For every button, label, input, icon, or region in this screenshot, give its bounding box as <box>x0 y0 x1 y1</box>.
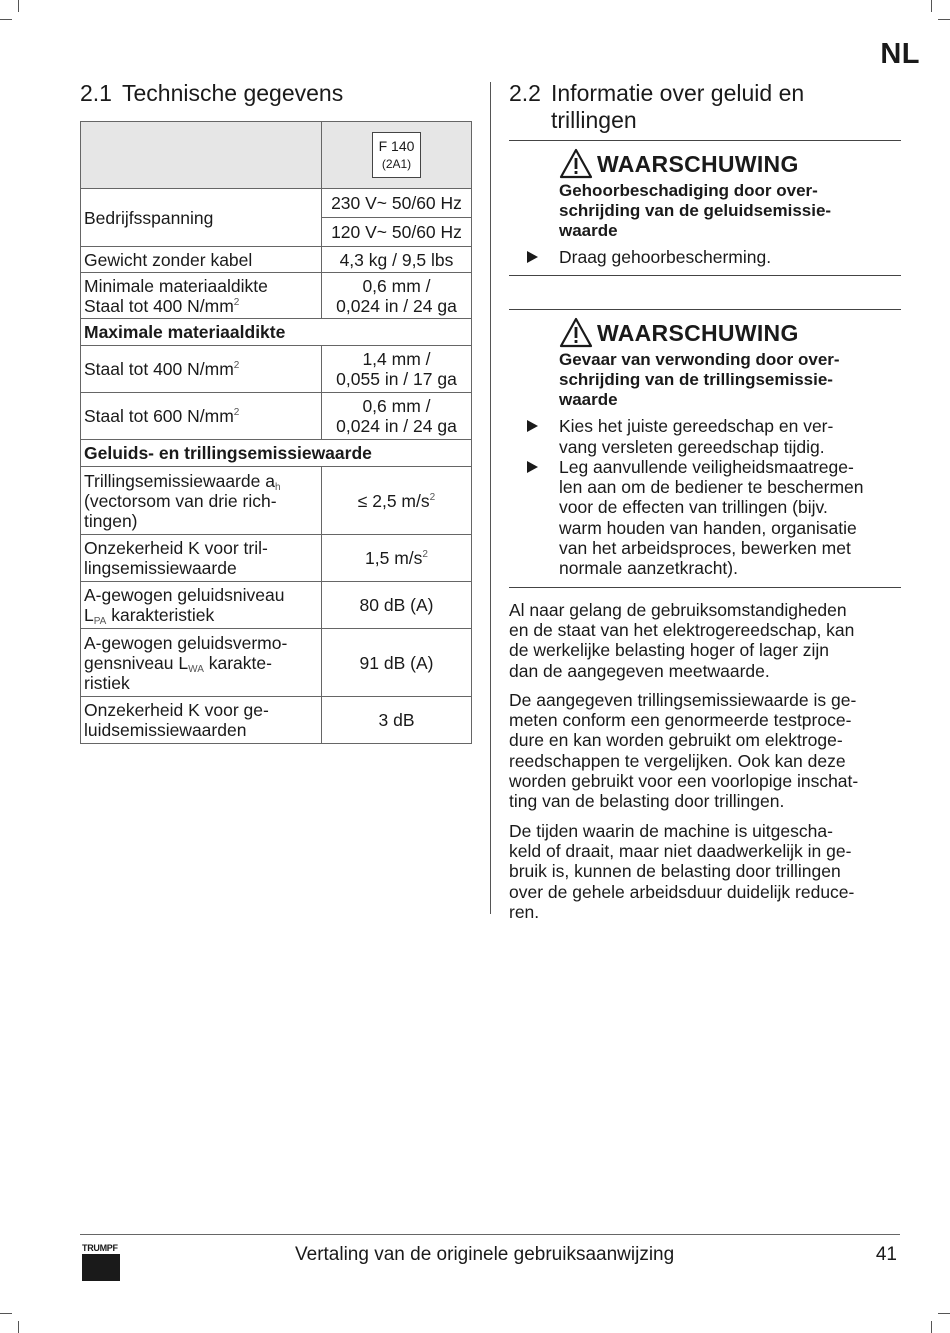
supply-values <box>322 189 472 247</box>
table-header-model <box>322 122 472 189</box>
page-number: 41 <box>875 1244 897 1265</box>
language-tab: NL <box>880 38 920 70</box>
table-header-row <box>81 122 472 189</box>
max600-value-line: 0,024 in / 24 ga <box>336 416 457 436</box>
max400-value <box>322 346 472 393</box>
uncertainty-vibration-value-text: 1,5 m/s <box>365 548 423 568</box>
table-section-row <box>81 319 472 346</box>
crop-mark <box>938 19 950 20</box>
warning-subtitle-line: waarde <box>559 390 618 410</box>
uncertainty-sound-label <box>81 697 322 744</box>
warning-instructions <box>509 247 901 267</box>
section-heading-technical-data <box>80 80 472 107</box>
paragraph-line: keld of draait, maar niet daadwerkelijk in ge- <box>509 840 852 861</box>
vibration-label <box>81 467 322 535</box>
paragraph-line: Al naar gelang de gebruiksomstandigheden <box>509 599 847 620</box>
subscript: PA <box>93 616 107 627</box>
vibration-value <box>322 467 472 535</box>
model-box <box>372 132 422 178</box>
min-thickness-value <box>322 273 472 319</box>
max600-value <box>322 393 472 440</box>
paragraph-line: de werkelijke belasting hoger of lager zijn <box>509 640 830 661</box>
column-divider <box>490 82 491 914</box>
footer-rule <box>80 1234 900 1235</box>
crop-mark <box>0 1313 12 1314</box>
warning-vibration <box>509 309 901 587</box>
supply-value: 120 V~ 50/60 Hz <box>322 217 471 246</box>
lpa-label-line: A-gewogen geluidsniveau <box>84 585 285 605</box>
superscript: 2 <box>422 549 428 560</box>
lwa-label-text: karakte- <box>203 652 272 673</box>
max400-value-line: 0,055 in / 17 ga <box>336 369 457 389</box>
max400-label-text: Staal tot 400 N/mm <box>84 359 234 379</box>
table-row <box>81 697 472 744</box>
paragraph-line: bruik is, kunnen de belasting door trillingen <box>509 861 841 882</box>
uncertainty-vibration-label-line: lingsemissiewaarde <box>84 558 237 578</box>
supply-value: 230 V~ 50/60 Hz <box>331 193 462 213</box>
crop-mark <box>18 1321 19 1333</box>
lpa-value: 80 dB (A) <box>322 582 472 629</box>
logo-block <box>82 1254 120 1281</box>
lwa-label-text: gensniveau L <box>84 652 189 673</box>
paragraph-line: ren. <box>509 901 540 922</box>
table-row <box>81 189 472 247</box>
paragraph-line: ting van de belasting door trillingen. <box>509 791 785 812</box>
technical-data-table <box>80 121 472 744</box>
vibration-value-text: ≤ 2,5 m/s <box>357 490 430 511</box>
subscript: h <box>274 481 281 493</box>
lpa-label-line <box>84 605 318 625</box>
paragraph <box>509 821 901 922</box>
vibration-label-text: Trillingsemissiewaarde a <box>84 470 275 491</box>
model-name: F 140 <box>378 138 415 154</box>
list-item-line: vang versleten gereedschap tijdig. <box>559 436 825 457</box>
section-title: Technische gegevens <box>122 80 344 106</box>
uncertainty-sound-value: 3 dB <box>322 697 472 744</box>
paragraph-line: De aangegeven trillingsemissiewaarde is ge- <box>509 689 857 710</box>
weight-value: 4,3 kg / 9,5 lbs <box>322 247 472 273</box>
logo-wordmark: TRUMPF <box>82 1243 118 1253</box>
bullet-arrow-icon <box>527 251 538 263</box>
list-item <box>509 416 901 457</box>
paragraph-line: dan de aangegeven meetwaarde. <box>509 660 770 681</box>
vibration-label-line: tingen) <box>84 510 138 531</box>
paragraph-line: dure en kan worden gebruikt om elektroge- <box>509 730 843 751</box>
bullet-arrow-icon <box>527 420 538 432</box>
crop-mark <box>931 1321 932 1333</box>
section-heading-noise-vibration <box>509 80 901 134</box>
superscript: 2 <box>233 296 240 308</box>
max600-label <box>81 393 322 440</box>
paragraph-line: De tijden waarin de machine is uitgescha- <box>509 820 833 841</box>
list-item-line: van het arbeidsproces, bewerken met <box>559 538 851 559</box>
min-thickness-label-line: Minimale materiaaldikte <box>84 275 268 296</box>
max600-label-text: Staal tot 600 N/mm <box>84 406 234 426</box>
warning-subtitle <box>559 181 901 241</box>
list-item-line: normale aanzetkracht). <box>559 558 738 579</box>
noise-vibration-section <box>509 80 901 931</box>
superscript: 2 <box>233 407 240 418</box>
warning-title <box>559 316 901 350</box>
warning-word: WAARSCHUWING <box>597 150 799 177</box>
section-number: 2.1 <box>80 80 112 106</box>
vibration-label-line <box>84 471 318 491</box>
warning-subtitle-line: Gevaar van verwonding door over- <box>559 350 840 370</box>
warning-instructions <box>509 416 901 578</box>
table-header-empty <box>81 122 322 189</box>
lwa-label-line <box>84 653 318 673</box>
supply-label: Bedrijfsspanning <box>81 189 322 247</box>
warning-subtitle-line: Gehoorbeschadiging door over- <box>559 181 818 200</box>
technical-data-section <box>80 80 472 744</box>
table-row <box>81 629 472 697</box>
uncertainty-vibration-label <box>81 535 322 582</box>
min-thickness-value-line: 0,024 in / 24 ga <box>336 295 457 316</box>
max600-value-line: 0,6 mm / <box>362 396 431 416</box>
body-text <box>509 600 901 922</box>
superscript: 2 <box>233 360 240 371</box>
list-item-line: Kies het juiste gereedschap en ver- <box>559 416 834 437</box>
warning-subtitle-line: waarde <box>559 221 618 240</box>
warning-subtitle-line: schrijding van de trillingsemissie- <box>559 370 833 390</box>
subscript: WA <box>188 663 204 675</box>
paragraph-line: worden gebruikt voor een voorlopige inschat- <box>509 771 859 792</box>
section-title-line: Informatie over geluid en <box>551 80 805 106</box>
paragraph-line: en de staat van het elektrogereedschap, kan <box>509 619 855 640</box>
superscript: 2 <box>429 491 436 503</box>
paragraph <box>509 600 901 681</box>
list-item-line: voor de effecten van trillingen (bijv. <box>559 497 828 518</box>
paragraph-line: reedschappen te vergelijken. Ook kan deze <box>509 750 846 771</box>
lwa-value: 91 dB (A) <box>322 629 472 697</box>
uncertainty-sound-label-line: Onzekerheid K voor ge- <box>84 700 269 720</box>
warning-subtitle <box>559 350 901 410</box>
list-item-line: warm houden van handen, organisatie <box>559 517 857 538</box>
section-title-line: trillingen <box>551 107 637 133</box>
warning-triangle-icon <box>559 148 593 180</box>
section-title <box>551 80 891 134</box>
paragraph-line: over de gehele arbeidsduur duidelijk reduce- <box>509 881 855 902</box>
list-item-line: Leg aanvullende veiligheidsmaatrege- <box>559 456 854 477</box>
uncertainty-sound-label-line: luidsemissiewaarden <box>84 720 247 740</box>
list-item <box>509 247 901 267</box>
lpa-label-text: karakteristiek <box>106 605 215 625</box>
footer-text: Vertaling van de originele gebruiksaanwijzing <box>295 1244 675 1265</box>
warning-subtitle-line: schrijding van de geluidsemissie- <box>559 201 832 220</box>
min-thickness-value-line: 0,6 mm / <box>362 275 431 296</box>
model-code: (2A1) <box>381 157 412 171</box>
list-item-text: Draag gehoorbescherming. <box>559 247 772 267</box>
table-row <box>81 346 472 393</box>
crop-mark <box>931 0 932 12</box>
warning-word: WAARSCHUWING <box>597 319 799 346</box>
warning-triangle-icon <box>559 317 593 349</box>
max400-label <box>81 346 322 393</box>
warning-title <box>559 147 901 181</box>
weight-label: Gewicht zonder kabel <box>81 247 322 273</box>
table-row <box>81 535 472 582</box>
lpa-label-symbol: L <box>84 605 94 625</box>
min-thickness-label-line <box>84 296 318 316</box>
bullet-arrow-icon <box>527 461 538 473</box>
table-row <box>81 467 472 535</box>
table-section-row <box>81 440 472 467</box>
crop-mark <box>938 1313 950 1314</box>
emission-header: Geluids- en trillingsemissiewaarde <box>81 440 472 467</box>
paragraph <box>509 690 901 812</box>
max400-value-line: 1,4 mm / <box>362 349 431 369</box>
min-thickness-label-text: Staal tot 400 N/mm <box>84 295 234 316</box>
vibration-label-line: (vectorsom van drie rich- <box>84 490 277 511</box>
paragraph-line: meten conform een genormeerde testproce- <box>509 710 852 731</box>
uncertainty-vibration-label-line: Onzekerheid K voor tril- <box>84 538 268 558</box>
lwa-label-line: ristiek <box>84 672 130 693</box>
table-row <box>81 582 472 629</box>
lwa-label-line: A-gewogen geluidsvermo- <box>84 632 288 653</box>
lpa-label <box>81 582 322 629</box>
crop-mark <box>0 19 12 20</box>
warning-hearing <box>509 140 901 276</box>
table-row <box>81 393 472 440</box>
lwa-label <box>81 629 322 697</box>
list-item-line: len aan om de bediener te beschermen <box>559 477 864 498</box>
table-row <box>81 273 472 319</box>
trumpf-logo <box>82 1243 122 1281</box>
section-number: 2.2 <box>509 80 541 106</box>
crop-mark <box>18 0 19 12</box>
table-row <box>81 247 472 273</box>
list-item <box>509 457 901 579</box>
min-thickness-label <box>81 273 322 319</box>
max-thickness-header: Maximale materiaaldikte <box>81 319 472 346</box>
uncertainty-vibration-value <box>322 535 472 582</box>
